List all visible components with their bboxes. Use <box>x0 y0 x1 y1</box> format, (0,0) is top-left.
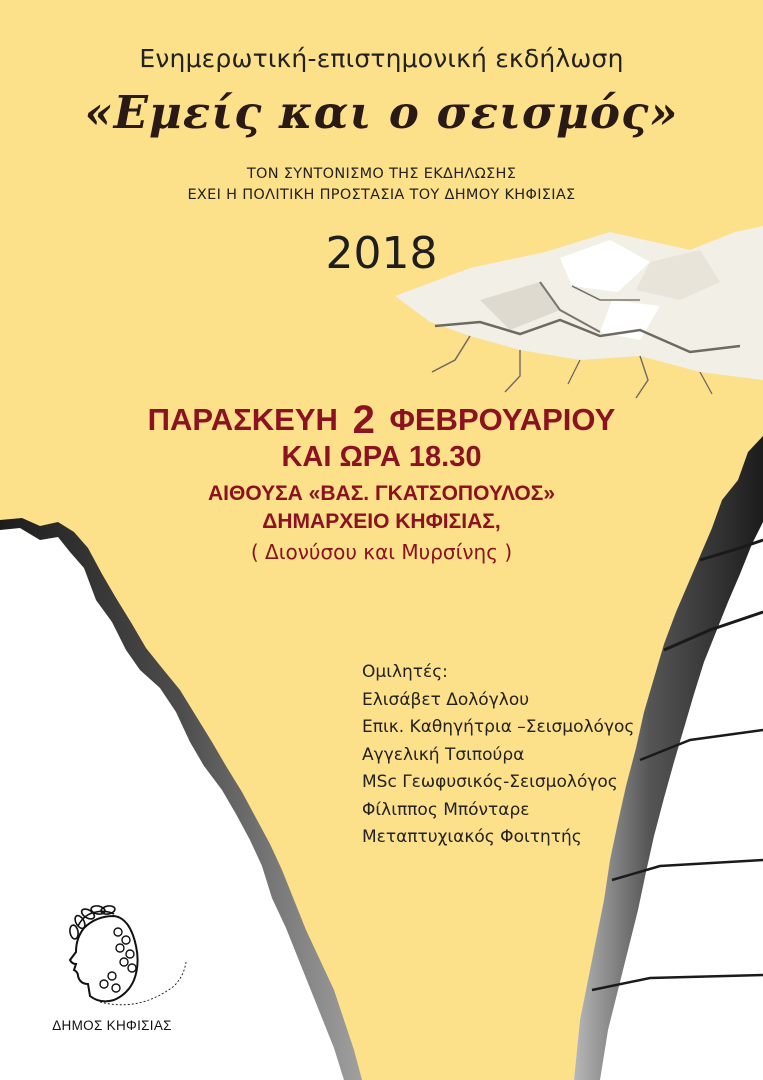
event-month: ΦΕΒΡΟΥΑΡΙΟΥ <box>389 402 616 437</box>
speaker-line: Ελισάβετ Δολόγλου <box>362 689 530 710</box>
event-day-number: 2 <box>352 398 375 442</box>
event-title: «Εμείς και ο σεισμός» <box>84 86 679 139</box>
coordination-line-1: ΤΟΝ ΣΥΝΤΟΝΙΣΜΟ ΤΗΣ ΕΚΔΗΛΩΣΗΣ <box>246 166 517 182</box>
speaker-line: Αγγελική Τσιπούρα <box>362 744 525 765</box>
speaker-line: MSc Γεωφυσικός-Σεισμολόγος <box>362 772 618 792</box>
event-year: 2018 <box>325 228 438 279</box>
event-address: ( Διονύσου και Μυρσίνης ) <box>250 540 513 564</box>
event-time: ΚΑΙ ΩΡΑ 18.30 <box>281 441 482 473</box>
speaker-line: Μεταπτυχιακός Φοιτητής <box>362 827 582 847</box>
coordination-line-2: ΕΧΕΙ Η ΠΟΛΙΤΙΚΗ ΠΡΟΣΤΑΣΙΑ ΤΟΥ ΔΗΜΟΥ ΚΗΦΙΣΙΑΣ <box>187 187 576 203</box>
speaker-line: Φίλιππος Μπόνταρε <box>362 799 530 820</box>
logo-caption: ΔΗΜΟΣ ΚΗΦΙΣΙΑΣ <box>52 1018 172 1033</box>
event-date <box>0 398 763 443</box>
speakers-heading: Ομιλητές: <box>362 662 448 682</box>
event-subtitle: Ενημερωτική-επιστημονική εκδήλωση <box>139 44 624 73</box>
speaker-line: Επικ. Καθηγήτρια –Σεισμολόγος <box>362 717 635 737</box>
speakers-list <box>362 660 742 853</box>
meander-head-logo-icon <box>40 898 190 1010</box>
event-venue-hall: ΑΙΘΟΥΣΑ «ΒΑΣ. ΓΚΑΤΣΟΠΟΥΛΟΣ» <box>207 482 556 505</box>
event-venue-building: ΔΗΜΑΡΧΕΙΟ ΚΗΦΙΣΙΑΣ, <box>262 510 501 533</box>
event-day: ΠΑΡΑΣΚΕΥΗ <box>147 402 338 437</box>
